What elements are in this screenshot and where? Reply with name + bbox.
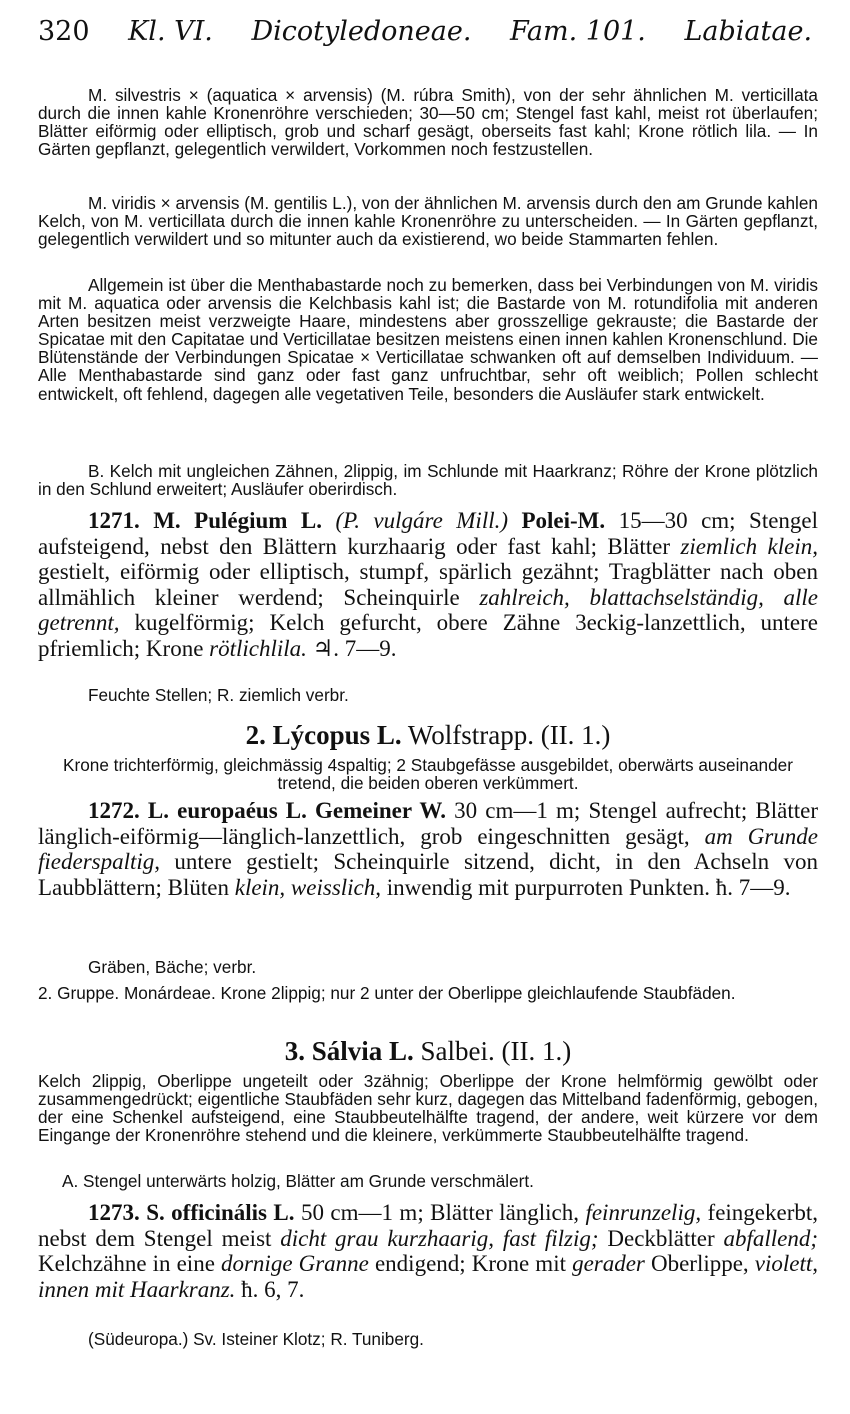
genus-salvia-desc: Kelch 2lippig, Oberlippe ungeteilt oder 3zähnig; Oberlippe der Krone helmförmig gewölbt oder zusammengedrückt; eigentliche Staubfäden sehr kurz, dagegen das Mittelband fadenförmig, gebogen, der eine Schenkel aufsteigend, eine Staubbeutelhälfte tragend, der andere, weit kürzere vor dem Eingange der Kronenröhre stehend und die kleinere, verkümmerte Staubbeutelhälfte tragend.	[38, 1071, 818, 1146]
species-text-italic: dicht grau kurzhaarig, fast filzig;	[280, 1225, 599, 1251]
species-text-italic: am Grunde fiederspaltig,	[38, 823, 818, 875]
paragraph-allgemein: Allgemein ist über die Menthabastarde noch zu bemerken, dass bei Verbindungen von M. viridis mit M. aquatica oder arvensis die Kelchbasis kahl ist; die Bastarde von M. rotundifolia mit anderen Arten besitzen meist verzweigte Haare, mindestens aber grosszellige gekrauste; die Bastarde der Spicatae mit den Capitatae und Verticillatae besitzen meistens einen innen kahlen Kronenschlund. Die Blütenstände der Verbindungen Spicatae × Verticillatae schwanken oft auf demselben Individuum. — Alle Menthabastarde sind ganz oder fast ganz unfruchtbar, sehr oft weiblich; Pollen schlecht entwickelt, oft fehlend, dagegen alle vegetativen Teile, besonders die Ausläufer stark entwickelt.	[38, 275, 818, 404]
genus-name: Lýcopus L.	[272, 720, 402, 750]
habitat-1272: Gräben, Bäche; verbr.	[88, 957, 257, 977]
species-common-name: Gemeiner W.	[315, 798, 447, 823]
species-text: feingekerbt, nebst dem Stengel meist	[38, 1200, 819, 1251]
species-text: 15—30 cm; Stengel aufsteigend, nebst den Blättern kurzhaarig oder fast kahl; Blätter	[38, 508, 819, 559]
section-a: A. Stengel unterwärts holzig, Blätter am Grunde verschmälert.	[62, 1171, 534, 1191]
gruppe-monardeae: 2. Gruppe. Monárdeae. Krone 2lippig; nur 2 unter der Oberlippe gleichlaufende Staubfäden.	[38, 983, 736, 1003]
genus-common-name: Wolfstrapp.	[407, 720, 534, 750]
species-number: 1272.	[88, 798, 140, 823]
species-text: untere gestielt; Scheinquirle sitzend, dicht, in den Achseln von Laubblättern; Blüten	[38, 849, 818, 900]
species-text-italic: gerader	[572, 1251, 645, 1277]
genus-common-name: Salbei.	[420, 1036, 495, 1066]
running-header	[38, 16, 818, 62]
header-family: Labiatae.	[684, 16, 813, 47]
species-name: L. europaéus L.	[147, 798, 307, 823]
species-text-italic: klein, weisslich,	[234, 874, 382, 900]
header-family-no: Fam. 101.	[510, 16, 646, 47]
species-name: S. officinális L.	[146, 1200, 295, 1225]
species-text-italic: abfallend;	[723, 1225, 819, 1251]
habitat-1273: (Südeuropa.) Sv. Isteiner Klotz; R. Tuniberg.	[88, 1329, 424, 1349]
genus-lycopus-desc: Krone trichterförmig, gleichmässig 4spaltig; 2 Staubgefässe ausgebildet, oberwärts auseinander tretend, die beiden oberen verkümmert.	[63, 755, 793, 794]
species-number: 1271.	[88, 508, 140, 533]
species-text: ♃. 7—9.	[312, 635, 397, 661]
species-text-italic: rötlichlila.	[209, 635, 307, 661]
genus-number: 3.	[284, 1036, 305, 1066]
entry-silvestris: M. silvestris × (aquatica × arvensis) (M. rúbra Smith), von der sehr ähnlichen M. verticillata durch die innen kahle Kronenröhre verschieden; 30—50 cm; Stengel fast kahl, meist rot überlaufen; Blätter eiförmig oder elliptisch, grob und scharf gesägt, oberseits fast kahl; Krone rötlich lila. — In Gärten gepflanzt, gelegentlich verwildert, Vorkommen noch festzustellen.	[38, 85, 818, 160]
habitat-1271: Feuchte Stellen; R. ziemlich verbr.	[88, 685, 349, 705]
header-class: Kl. VI.	[128, 16, 213, 47]
species-text: gestielt, eiförmig oder elliptisch, stumpf, spärlich gezähnt; Tragblätter nach oben allmählich kleiner werdend; Scheinquirle	[38, 559, 818, 610]
genus-class: (II. 1.)	[540, 720, 611, 750]
species-text: kugelförmig; Kelch gefurcht, obere Zähne 3eckig-lanzettlich, untere pfriemlich; Krone	[38, 610, 818, 661]
species-text-italic: feinrunzelig,	[585, 1200, 702, 1225]
species-number: 1273.	[88, 1200, 140, 1225]
species-text: 30 cm—1 m; Stengel aufrecht; Blätter länglich-eiförmig—länglich-lanzettlich, grob eingeschnitten gesägt,	[38, 798, 819, 849]
species-text: inwendig mit purpurroten Punkten. ħ. 7—9.	[386, 874, 791, 900]
species-1272	[38, 798, 818, 900]
genus-number: 2.	[245, 720, 266, 750]
species-1273	[38, 1200, 818, 1302]
species-text-italic: dornige Granne	[220, 1251, 369, 1277]
species-text-italic: ziemlich klein,	[680, 533, 818, 559]
species-text: endigend; Krone mit	[374, 1251, 566, 1277]
species-text-italic: zahlreich, blattachselständig, alle getrennt,	[38, 584, 818, 636]
species-name: M. Pulégium L.	[153, 508, 322, 533]
genus-name: Sálvia L.	[311, 1036, 414, 1066]
species-synonym: (P. vulgáre Mill.)	[335, 508, 509, 533]
species-text-italic: violett, innen mit Haarkranz.	[38, 1251, 818, 1302]
header-group: Dicotyledoneae.	[251, 16, 472, 47]
species-1271	[38, 508, 818, 662]
species-text: Deckblätter	[607, 1225, 715, 1251]
entry-viridis: M. viridis × arvensis (M. gentilis L.), von der ähnlichen M. arvensis durch den am Grunde kahlen Kelch, von M. verticillata durch die innen kahle Kronenröhre zu unterscheiden. — In Gärten gepflanzt, gelegentlich verwildert und so mitunter auch da existierend, wo beide Stammarten fehlen.	[38, 193, 818, 250]
section-b: B. Kelch mit ungleichen Zähnen, 2lippig, im Schlunde mit Haarkranz; Röhre der Krone plötzlich in den Schlund erweitert; Ausläufer oberirdisch.	[38, 461, 818, 500]
page-number: 320	[38, 16, 90, 47]
species-text: Oberlippe,	[650, 1251, 749, 1277]
species-text: Kelchzähne in eine	[38, 1251, 215, 1277]
genus-lycopus-heading	[38, 720, 818, 750]
species-text: ħ. 6, 7.	[241, 1276, 305, 1302]
species-text: 50 cm—1 m; Blätter länglich,	[300, 1200, 580, 1225]
genus-class: (II. 1.)	[501, 1036, 572, 1066]
species-common-name: Polei-M.	[521, 508, 606, 533]
genus-salvia-heading	[38, 1036, 818, 1066]
